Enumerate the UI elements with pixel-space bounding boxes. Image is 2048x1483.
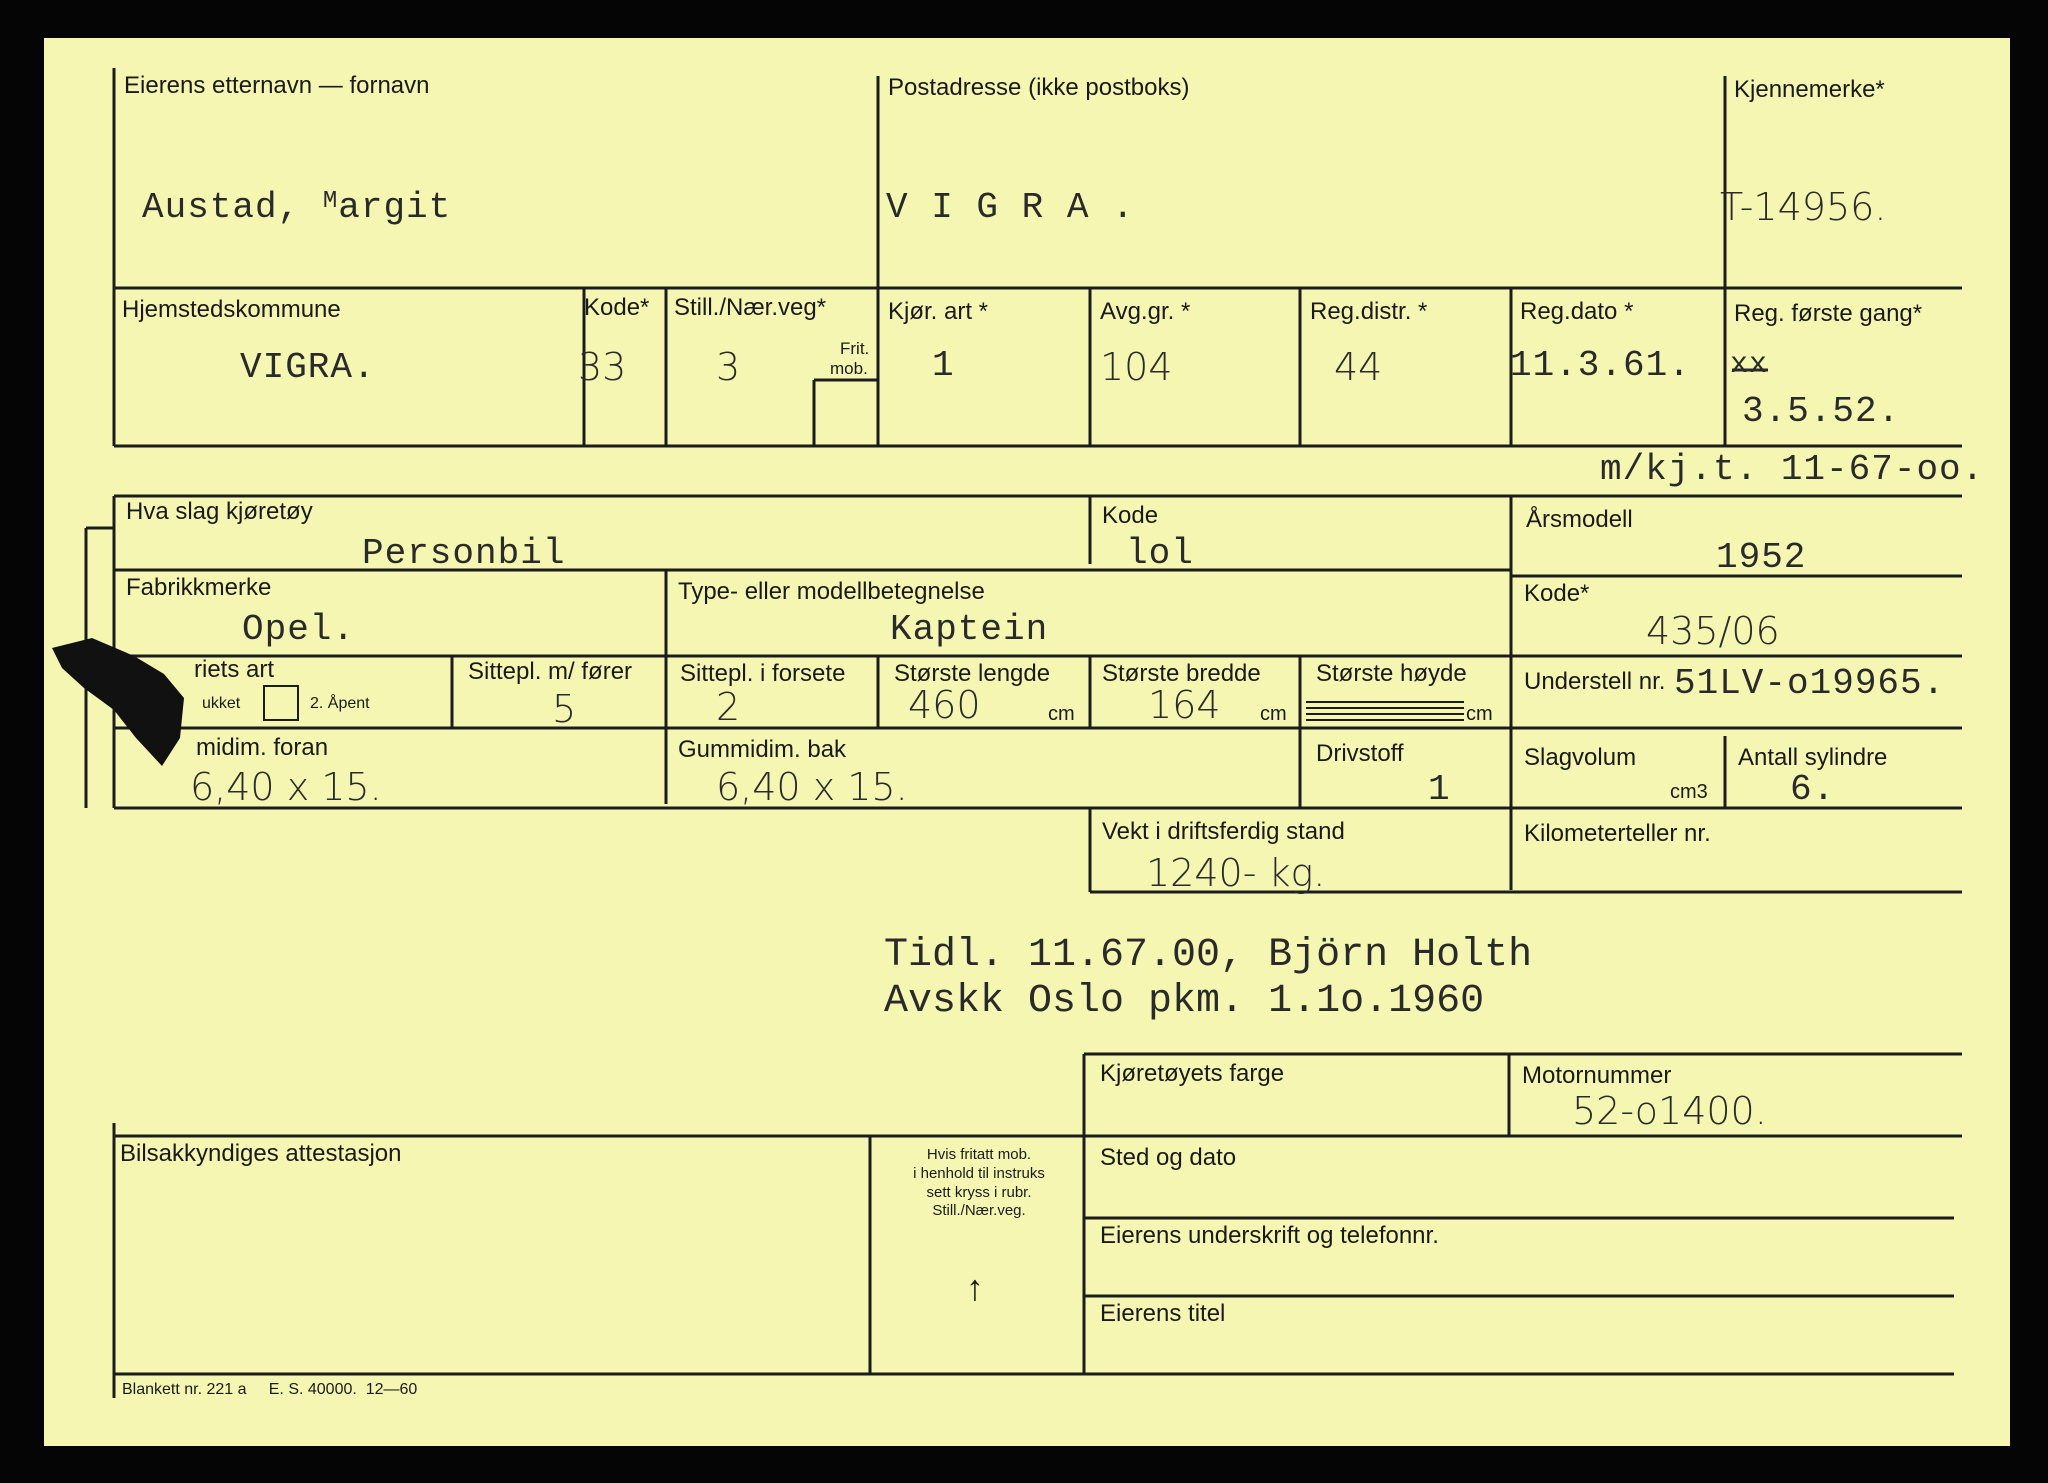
value-year-model: 1952 [1716,537,1807,578]
label-width-cm: cm [1260,703,1287,725]
label-tire-rear: Gummidim. bak [678,736,847,763]
value-max-length: 460 [908,683,981,727]
registration-card [44,38,2010,1446]
value-municipality: VIGRA. [240,347,376,388]
label-place-date: Sted og dato [1100,1144,1237,1171]
label-reg-distr: Reg.distr. * [1310,298,1428,325]
value-kode: 33 [578,345,627,389]
label-body-type: riets art [194,656,275,683]
label-weight: Vekt i driftsferdig stand [1102,818,1345,845]
label-cylinders: Antall sylindre [1738,744,1888,771]
label-municipality: Hjemstedskommune [122,296,341,323]
value-avg-gr: 104 [1100,345,1173,389]
value-make: Opel. [242,609,356,650]
label-fuel: Drivstoff [1316,740,1404,767]
label-attestation: Bilsakkyndiges attestasjon [120,1140,402,1167]
value-seats-driver: 5 [552,687,577,731]
value-kjor-art: 1 [932,345,955,386]
label-kode: Kode* [584,294,650,321]
label-engine-no: Motornummer [1522,1062,1672,1089]
label-mob: mob. [830,359,868,378]
value-model: Kaptein [890,609,1049,650]
value-weight: 1240- kg. [1146,851,1326,895]
label-max-height: Største høyde [1316,660,1467,687]
label-plate: Kjennemerke* [1734,76,1885,103]
label-year-model: Årsmodell [1526,506,1633,533]
form-footer: Blankett nr. 221 a E. S. 40000. 12—60 [122,1381,418,1398]
label-odometer: Kilometerteller nr. [1524,820,1711,847]
label-signature: Eierens underskrift og telefonnr. [1100,1222,1439,1249]
value-owner-name: Austad, $^M$argit [142,187,452,228]
label-frit: Frit. [840,339,870,358]
value-engine-no: 52-o1400. [1572,1089,1767,1133]
label-closed: ukket [202,695,241,712]
label-max-length: Største lengde [894,660,1051,687]
value-tire-front: 6,40 x 15. [190,765,382,809]
value-reg-first: 3.5.52. [1742,391,1901,432]
arrow-up-icon: ↑ [966,1267,984,1308]
label-avg-gr: Avg.gr. * [1100,298,1191,325]
value-tire-rear: 6,40 x 15. [716,765,908,809]
value-reg-first-struck: xx [1730,348,1769,382]
label-make: Fabrikkmerke [126,574,272,601]
value-kode2: 435/06 [1646,609,1780,653]
label-owner-name: Eierens etternavn — fornavn [124,72,430,99]
label-open: 2. Åpent [310,695,370,712]
label-vt-kode: Kode [1102,502,1159,529]
label-kjor-art: Kjør. art * [888,298,989,325]
value-seats-front: 2 [716,685,741,729]
label-vehicle-type: Hva slag kjøretøy [126,498,313,525]
label-still: Still./Nær.veg* [674,294,827,321]
label-owner-title: Eierens titel [1100,1300,1226,1327]
value-postal-address: V I G R A . [886,187,1135,228]
label-displacement: Slagvolum [1524,744,1637,771]
value-still: 3 [716,345,741,389]
value-reg-dato: 11.3.61. [1510,345,1691,386]
value-cylinders: 6. [1790,769,1836,810]
value-mkjt: m/kj.t. 11-67-oo. [1600,449,1985,490]
value-reg-distr: 44 [1334,345,1383,389]
label-chassis: Understell nr. [1524,668,1666,695]
label-reg-dato: Reg.dato * [1520,298,1634,325]
label-height-cm: cm [1466,703,1493,725]
label-exempt-instructions: Hvis fritatt mob. i henhold til instruks sett kryss i rubr. Still./Nær.veg. [913,1146,1045,1220]
note-previous-owner: Tidl. 11.67.00, Björn Holth [884,933,1533,978]
label-model: Type- eller modellbetegnelse [678,578,985,605]
label-seats-front: Sittepl. i forsete [680,660,846,687]
label-max-width: Største bredde [1102,660,1261,687]
label-tire-front: midim. foran [196,734,329,761]
value-vehicle-type: Personbil [362,533,566,574]
label-reg-first: Reg. første gang* [1734,300,1923,327]
form-grid-lines [44,38,2010,1446]
value-vt-kode: lol [1126,533,1194,574]
label-color: Kjøretøyets farge [1100,1060,1285,1087]
label-length-cm: cm [1048,703,1075,725]
label-cm3: cm3 [1670,781,1708,803]
value-fuel: 1 [1428,769,1451,810]
label-postal-address: Postadresse (ikke postboks) [888,74,1190,101]
value-plate: T-14956. [1720,185,1887,229]
label-seats-driver: Sittepl. m/ fører [468,658,633,685]
label-kode2: Kode* [1524,580,1590,607]
value-chassis: 51LV-o19965. [1674,663,1946,704]
note-deregistration: Avskk Oslo pkm. 1.1o.1960 [884,979,1485,1024]
value-max-width: 164 [1148,683,1221,727]
